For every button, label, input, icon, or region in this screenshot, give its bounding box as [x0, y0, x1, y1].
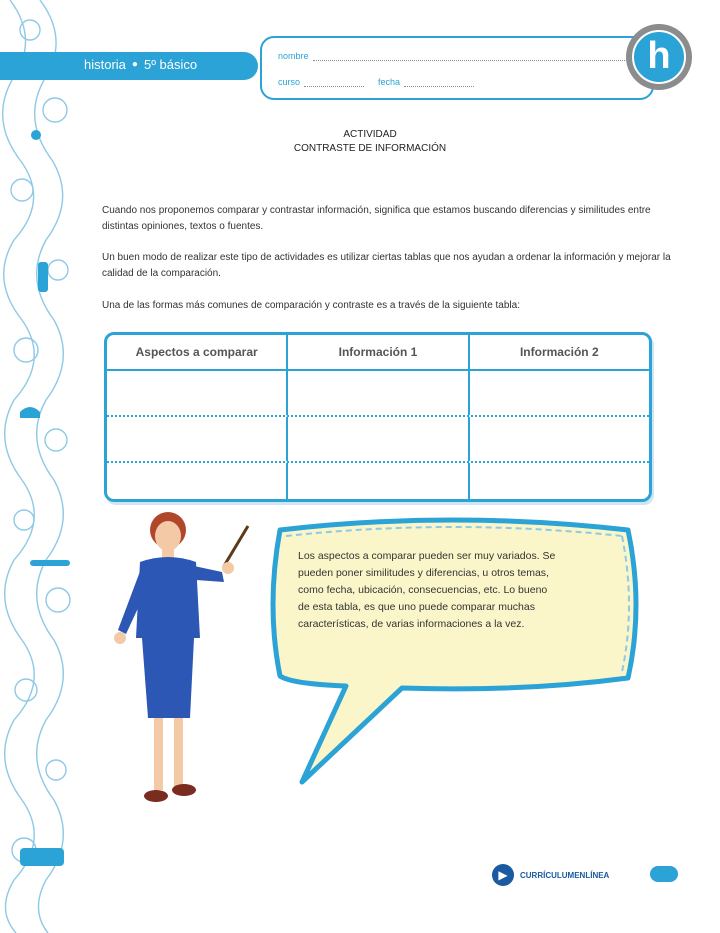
table-cell[interactable] — [468, 371, 649, 415]
subject-text: historia — [84, 57, 126, 72]
table-header-aspects: Aspectos a comparar — [135, 345, 258, 359]
title-line-1: ACTIVIDAD — [343, 129, 397, 140]
footer-brand[interactable] — [492, 864, 609, 886]
table-header-row — [107, 335, 649, 371]
table-header-info-2: Información 2 — [468, 335, 649, 369]
teacher-shoe — [172, 784, 196, 796]
course-date-row — [278, 76, 474, 87]
table-row — [107, 463, 649, 502]
table-cell[interactable] — [107, 417, 286, 461]
date-field[interactable] — [404, 76, 474, 87]
separator-dot: ● — [131, 59, 138, 70]
teacher-jacket — [136, 557, 200, 638]
table-cell[interactable] — [468, 463, 649, 502]
bubble-text: Los aspectos a comparar pueden ser muy variados. Se pueden poner similitudes y diferencias, u otros temas, como fecha, ubicación, consecuencias, etc. Lo bueno de esta tabla, es que uno puede comparar muchas características, de varias informaciones a la vez. — [298, 550, 556, 630]
grade-text: 5º básico — [143, 57, 198, 72]
title-line-2: CONTRASTE DE INFORMACIÓN — [293, 143, 447, 154]
paragraph-1: Cuando nos proponemos comparar y contrastar información, significa que estamos buscando diferencias y similitudes entre distintas opiniones, textos o fuentes. — [102, 205, 651, 232]
name-row — [278, 50, 631, 61]
teacher-skirt — [142, 638, 194, 718]
table-header-info-1: Información 1 — [286, 335, 467, 369]
table-cell[interactable] — [107, 463, 286, 502]
paragraph-3: Una de las formas más comunes de comparación y contraste es a través de la siguiente tabla: — [102, 300, 520, 311]
table-cell[interactable] — [468, 417, 649, 461]
pointer-stick — [224, 526, 248, 566]
table-row — [107, 371, 649, 417]
student-form — [260, 36, 654, 100]
course-label: curso — [278, 77, 301, 87]
table-cell[interactable] — [286, 371, 467, 415]
history-logo: h — [632, 30, 686, 84]
footer-brand-name: CURRÍCULUMENLÍNEA — [520, 870, 610, 880]
activity-title — [230, 128, 510, 156]
teacher-illustration — [96, 508, 266, 813]
paragraph-2: Un buen modo de realizar este tipo de actividades es utilizar ciertas tablas que nos ayudan a ordenar la información y mejorar la calidad de la comparación. — [102, 252, 671, 279]
page-number-badge — [650, 866, 678, 882]
date-label: fecha — [378, 77, 401, 87]
course-field[interactable] — [304, 76, 364, 87]
name-field[interactable] — [313, 50, 631, 61]
table-row — [107, 417, 649, 463]
table-cell[interactable] — [286, 417, 467, 461]
subject-label — [84, 57, 197, 72]
play-icon: ▶ — [492, 864, 514, 886]
teacher-face — [155, 521, 181, 551]
teacher-shoe — [144, 790, 168, 802]
table-cell[interactable] — [107, 371, 286, 415]
comparison-table — [104, 332, 652, 502]
swirl-border-decoration — [0, 0, 80, 933]
table-cell[interactable] — [286, 463, 467, 502]
name-label: nombre — [278, 51, 309, 61]
